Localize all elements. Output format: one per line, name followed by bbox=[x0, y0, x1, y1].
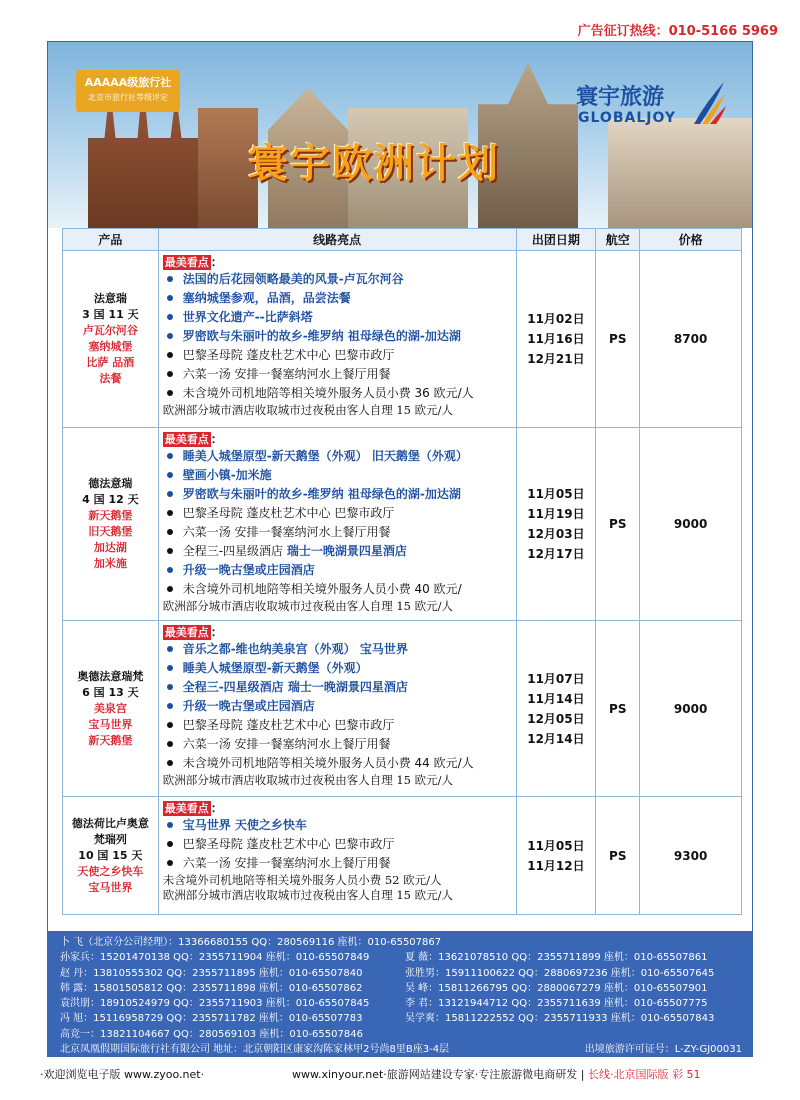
highlight-text: 罗密欧与朱丽叶的故乡-维罗纳 祖母绿色的湖-加达湖 bbox=[182, 329, 461, 343]
highlight-item bbox=[163, 716, 516, 735]
product-feature: 新天鹅堡 bbox=[88, 509, 133, 522]
highlight-text: 世界文化遗产--比萨斜塔 bbox=[182, 310, 313, 324]
rating-badge bbox=[76, 70, 180, 112]
highlight-text: 罗密欧与朱丽叶的故乡-维罗纳 祖母绿色的湖-加达湖 bbox=[182, 487, 461, 501]
contact-entry: 韩 露：15801505812 QQ：2355711898 座机：010-65507862 bbox=[60, 982, 363, 994]
product-name: 10 国 15 天 bbox=[78, 848, 143, 862]
highlight-item bbox=[163, 816, 516, 835]
highlight-text: 全程三-四星级酒店 bbox=[182, 544, 287, 558]
price-cell: 9000 bbox=[640, 621, 742, 797]
price-cell: 9000 bbox=[640, 428, 742, 621]
bullet-icon bbox=[167, 586, 173, 592]
tour-row bbox=[63, 251, 742, 428]
product-name: 法意瑞 bbox=[93, 292, 127, 305]
logo-cn: 寰宇旅游 bbox=[576, 85, 665, 110]
highlight-text: 升级一晚古堡或庄园酒店 bbox=[182, 563, 315, 577]
highlight-text: 升级一晚古堡或庄园酒店 bbox=[182, 699, 315, 713]
bullet-icon bbox=[167, 371, 173, 377]
contact-entry: 李 君：13121944712 QQ：2355711639 座机：010-65507775 bbox=[405, 998, 708, 1010]
product-feature: 塞纳城堡 bbox=[88, 340, 133, 353]
product-name: 6 国 13 天 bbox=[82, 685, 139, 699]
contact-entry: 张胜男：15911100622 QQ：2880697236 座机：010-65507645 bbox=[405, 967, 715, 979]
product-name: 3 国 11 天 bbox=[82, 308, 139, 321]
departure-date: 11月16日 bbox=[527, 332, 585, 346]
bullet-icon bbox=[167, 510, 173, 516]
departure-date: 11月19日 bbox=[527, 507, 585, 521]
highlight-item bbox=[163, 308, 516, 327]
contact-row bbox=[60, 981, 742, 996]
contact-row: 高竞一：13821104667 QQ：280569103 座机：010-65507846 bbox=[60, 1028, 363, 1040]
badge-title: AAAAA级旅行社 bbox=[84, 76, 172, 89]
product-feature: 天使之乡快车 bbox=[77, 864, 144, 878]
highlight-text: 未含境外司机地陪等相关境外服务人员小费 36 欧元/人 bbox=[182, 386, 474, 400]
tour-row bbox=[63, 797, 742, 915]
product-name: 德法意瑞 bbox=[88, 477, 133, 490]
highlight-tag: 最美看点 bbox=[164, 802, 209, 815]
highlight-text: 法国的后花园领略最美的风景-卢瓦尔河谷 bbox=[182, 272, 404, 286]
highlight-item bbox=[163, 735, 516, 754]
price-cell: 8700 bbox=[640, 251, 742, 428]
tour-note: 欧洲部分城市酒店收取城市过夜税由客人自理 15 欧元/人 bbox=[162, 403, 454, 417]
airline-cell: PS bbox=[596, 251, 640, 428]
tour-row bbox=[63, 428, 742, 621]
bullet-icon bbox=[167, 453, 173, 459]
bullet-icon bbox=[167, 703, 173, 709]
highlight-text: 巴黎圣母院 蓬皮杜艺术中心 巴黎市政厅 bbox=[182, 506, 395, 520]
highlight-item bbox=[163, 365, 516, 384]
highlight-item bbox=[163, 659, 516, 678]
contact-row bbox=[60, 996, 742, 1011]
product-feature: 美泉宫 bbox=[93, 701, 127, 715]
tour-note: 欧洲部分城市酒店收取城市过夜税由客人自理 15 欧元/人 bbox=[162, 888, 454, 902]
departure-date: 11月14日 bbox=[527, 691, 585, 706]
contact-row bbox=[60, 1011, 742, 1026]
bullet-icon bbox=[167, 352, 173, 358]
header-highlights: 线路亮点 bbox=[158, 229, 516, 251]
header-product: 产品 bbox=[63, 229, 159, 251]
product-name: 4 国 12 天 bbox=[82, 493, 139, 506]
contact-entry: 夏 薇：13621078510 QQ：2355711899 座机：010-65507861 bbox=[405, 952, 708, 964]
highlight-tag: 最美看点 bbox=[164, 626, 209, 639]
departure-date: 12月03日 bbox=[527, 527, 585, 541]
highlight-item bbox=[163, 523, 516, 542]
table-header-row bbox=[63, 229, 742, 251]
contact-entry: 吴学爽：15811222552 QQ：2355711933 座机：010-65507843 bbox=[405, 1013, 715, 1025]
price-cell: 9300 bbox=[640, 797, 742, 915]
highlight-item bbox=[163, 485, 516, 504]
product-feature: 卢瓦尔河谷 bbox=[82, 324, 138, 337]
bullet-icon bbox=[167, 684, 173, 690]
ad-hotline: 广告征订热线：010-5166 5969 bbox=[577, 24, 778, 39]
bullet-icon bbox=[167, 314, 173, 320]
product-feature: 加达湖 bbox=[93, 541, 127, 554]
dates-cell bbox=[516, 251, 596, 428]
highlight-text: 壁画小镇-加米施 bbox=[182, 468, 272, 482]
departure-date: 11月02日 bbox=[527, 312, 585, 326]
highlight-item bbox=[163, 697, 516, 716]
highlight-item bbox=[163, 754, 516, 773]
product-feature: 宝马世界 bbox=[88, 880, 133, 894]
contact-manager: 卜 飞（北京分公司经理）：13366680155 QQ：280569116 座机：010-65507867 bbox=[60, 937, 442, 948]
highlight-item bbox=[163, 447, 516, 466]
airline-cell: PS bbox=[596, 797, 640, 915]
highlight-text: 六菜一汤 安排一餐塞纳河水上餐厅用餐 bbox=[182, 367, 391, 381]
highlights-cell: 最美看点 ： 宝马世界 天使之乡快车 巴黎圣母院 蓬皮杜艺术中心 巴黎市政厅 六菜一汤 安排一餐塞纳河水上餐厅用餐 未含境外司机地陪等相关境外服务人员小费 52 欧元/人 欧洲部分城市酒店收取城市过夜税由客人自理 15 欧元/人 bbox=[158, 797, 516, 915]
bullet-icon bbox=[167, 295, 173, 301]
tour-table bbox=[62, 228, 742, 915]
contact-entry: 孙家兵：15201470138 QQ：2355711904 座机：010-65507849 bbox=[60, 952, 370, 964]
highlight-item bbox=[163, 542, 516, 561]
page-bottom-bar bbox=[0, 1064, 800, 1088]
highlight-item bbox=[163, 835, 516, 854]
airline-cell: PS bbox=[596, 621, 640, 797]
contact-row bbox=[60, 950, 742, 965]
product-feature: 新天鹅堡 bbox=[88, 733, 133, 747]
highlight-item bbox=[163, 561, 516, 580]
section-page: 长线·北京国际版 彩 51 bbox=[587, 1068, 701, 1081]
highlight-item bbox=[163, 346, 516, 365]
bullet-icon bbox=[167, 760, 173, 766]
bullet-icon bbox=[167, 529, 173, 535]
highlight-text: 音乐之都-维也纳美泉宫（外观） 宝马世界 bbox=[182, 642, 408, 656]
highlight-item bbox=[163, 289, 516, 308]
tour-note: 未含境外司机地陪等相关境外服务人员小费 52 欧元/人 bbox=[162, 873, 442, 887]
bullet-icon bbox=[167, 841, 173, 847]
departure-date: 11月07日 bbox=[527, 671, 585, 686]
bullet-icon bbox=[167, 472, 173, 478]
highlight-tag: 最美看点 bbox=[164, 256, 209, 269]
airline-cell: PS bbox=[596, 428, 640, 621]
dates-cell bbox=[516, 428, 596, 621]
highlight-item bbox=[163, 327, 516, 346]
product-feature: 加米施 bbox=[93, 557, 127, 570]
bullet-icon bbox=[167, 491, 173, 497]
departure-date: 11月12日 bbox=[527, 858, 585, 873]
departure-date: 11月05日 bbox=[527, 487, 585, 501]
highlight-text: 六菜一汤 安排一餐塞纳河水上餐厅用餐 bbox=[182, 856, 391, 870]
highlight-item bbox=[163, 384, 516, 403]
site-info: www.xinyour.net·旅游网站建设专家·专注旅游微电商研发 | 长线·北京国际版 彩 51 bbox=[292, 1068, 701, 1081]
wing-logo-icon bbox=[692, 80, 726, 126]
product-cell bbox=[63, 797, 159, 915]
highlight-text: 睡美人城堡原型-新天鹅堡（外观） 旧天鹅堡（外观） bbox=[182, 449, 468, 463]
bullet-icon bbox=[167, 741, 173, 747]
bullet-icon bbox=[167, 333, 173, 339]
tour-note: 欧洲部分城市酒店收取城市过夜税由客人自理 15 欧元/人 bbox=[162, 599, 454, 613]
highlight-item bbox=[163, 854, 516, 873]
highlight-item bbox=[163, 640, 516, 659]
product-cell bbox=[63, 621, 159, 797]
bullet-icon bbox=[167, 665, 173, 671]
highlight-text: 全程三-四星级酒店 瑞士一晚湖景四星酒店 bbox=[182, 680, 408, 694]
company-logo bbox=[576, 80, 726, 136]
highlight-text: 睡美人城堡原型-新天鹅堡（外观） bbox=[182, 661, 368, 675]
product-feature: 法餐 bbox=[99, 372, 122, 385]
product-name: 梵瑞列 bbox=[93, 832, 127, 846]
highlight-tag: 最美看点 bbox=[164, 433, 209, 446]
highlight-item bbox=[163, 466, 516, 485]
highlight-text: 未含境外司机地陪等相关境外服务人员小费 44 欧元/人 bbox=[182, 756, 474, 770]
dates-cell bbox=[516, 621, 596, 797]
highlight-text: 巴黎圣母院 蓬皮杜艺术中心 巴黎市政厅 bbox=[182, 718, 395, 732]
departure-date: 12月05日 bbox=[527, 711, 585, 726]
header-dates: 出团日期 bbox=[516, 229, 596, 251]
bullet-icon bbox=[167, 722, 173, 728]
tour-row bbox=[63, 621, 742, 797]
highlights-cell: 最美看点 ： 法国的后花园领略最美的风景-卢瓦尔河谷 塞纳城堡参观，品酒，品尝法餐 世界文化遗产--比萨斜塔 罗密欧与朱丽叶的故乡-维罗纳 祖母绿色的湖-加达湖 巴黎圣母院 蓬皮杜艺术中心 巴黎市政厅 六菜一汤 安排一餐塞纳河水上餐厅用餐 未含境外司机地陪等相关境外服务人员小费 36 欧元/人 欧洲部分城市酒店收取城市过夜税由客人自理 15 欧元/人 bbox=[158, 251, 516, 428]
e-version-link[interactable]: ·欢迎浏览电子版 www.zyoo.net· bbox=[40, 1068, 205, 1081]
bullet-icon bbox=[167, 860, 173, 866]
product-name: 奥德法意瑞梵 bbox=[77, 669, 144, 683]
highlight-text: 塞纳城堡参观，品酒，品尝法餐 bbox=[182, 291, 351, 305]
highlight-text: 六菜一汤 安排一餐塞纳河水上餐厅用餐 bbox=[182, 525, 391, 539]
bullet-icon bbox=[167, 646, 173, 652]
highlight-extra: 瑞士一晚湖景四星酒店 bbox=[286, 544, 407, 558]
banner-title: 寰宇欧洲计划 bbox=[248, 141, 500, 187]
highlight-text: 宝马世界 天使之乡快车 bbox=[182, 818, 307, 832]
contact-footer bbox=[48, 931, 752, 1057]
highlight-text: 巴黎圣母院 蓬皮杜艺术中心 巴黎市政厅 bbox=[182, 348, 395, 362]
badge-subtitle: 北京市旅行社等级评定 bbox=[88, 93, 168, 102]
highlights-cell: 最美看点 ： 音乐之都-维也纳美泉宫（外观） 宝马世界 睡美人城堡原型-新天鹅堡（外观） 全程三-四星级酒店 瑞士一晚湖景四星酒店 升级一晚古堡或庄园酒店 巴黎圣母院 蓬皮杜艺术中心 巴黎市政厅 六菜一汤 安排一餐塞纳河水上餐厅用餐 未含境外司机地陪等相关境外服务人员小费 44 欧元/人 欧洲部分城市酒店收取城市过夜税由客人自理 15 欧元/人 bbox=[158, 621, 516, 797]
dates-cell bbox=[516, 797, 596, 915]
banner bbox=[48, 42, 752, 228]
departure-date: 12月17日 bbox=[527, 547, 585, 561]
highlight-item bbox=[163, 678, 516, 697]
bullet-icon bbox=[167, 276, 173, 282]
tour-note: 欧洲部分城市酒店收取城市过夜税由客人自理 15 欧元/人 bbox=[162, 773, 454, 787]
bullet-icon bbox=[167, 567, 173, 573]
departure-date: 12月21日 bbox=[527, 352, 585, 366]
bullet-icon bbox=[167, 822, 173, 828]
contact-entry: 赵 丹：13810555302 QQ：2355711895 座机：010-65507840 bbox=[60, 967, 363, 979]
contact-entry: 吴 峰：15811266795 QQ：2880067279 座机：010-65507901 bbox=[405, 982, 708, 994]
product-feature: 比萨 品酒 bbox=[86, 356, 135, 369]
highlight-item bbox=[163, 270, 516, 289]
product-cell bbox=[63, 428, 159, 621]
highlight-text: 六菜一汤 安排一餐塞纳河水上餐厅用餐 bbox=[182, 737, 391, 751]
product-name: 德法荷比卢奥意 bbox=[71, 816, 149, 830]
header-airline: 航空 bbox=[596, 229, 640, 251]
highlight-text: 巴黎圣母院 蓬皮杜艺术中心 巴黎市政厅 bbox=[182, 837, 395, 851]
product-feature: 旧天鹅堡 bbox=[88, 525, 133, 538]
contact-entry: 袁洪朋：18910524979 QQ：2355711903 座机：010-65507845 bbox=[60, 998, 370, 1010]
bullet-icon bbox=[167, 548, 173, 554]
header-price: 价格 bbox=[640, 229, 742, 251]
page-frame bbox=[47, 41, 753, 1057]
company-address: 北京凤凰假期国际旅行社有限公司 地址：北京朝阳区康家沟陈家林甲2号尚8里B座3-4层 bbox=[60, 1044, 450, 1056]
contact-row bbox=[60, 966, 742, 981]
departure-date: 11月05日 bbox=[527, 838, 585, 853]
highlights-cell: 最美看点 ： 睡美人城堡原型-新天鹅堡（外观） 旧天鹅堡（外观） 壁画小镇-加米施 罗密欧与朱丽叶的故乡-维罗纳 祖母绿色的湖-加达湖 巴黎圣母院 蓬皮杜艺术中心 巴黎市政厅 六菜一汤 安排一餐塞纳河水上餐厅用餐 全程三-四星级酒店 瑞士一晚湖景四星酒店 升级一晚古堡或庄园酒店 未含境外司机地陪等相关境外服务人员小费 40 欧元/ 欧洲部分城市酒店收取城市过夜税由客人自理 15 欧元/人 bbox=[158, 428, 516, 621]
license-number: 出境旅游许可证号：L-ZY-GJ00031 bbox=[584, 1044, 742, 1056]
highlight-item bbox=[163, 504, 516, 523]
highlight-text: 未含境外司机地陪等相关境外服务人员小费 40 欧元/ bbox=[182, 582, 462, 596]
contact-entry: 冯 旭：15116958729 QQ：2355711782 座机：010-65507783 bbox=[60, 1013, 363, 1025]
logo-en: GLOBALJOY bbox=[578, 110, 676, 126]
product-feature: 宝马世界 bbox=[88, 717, 133, 731]
highlight-item bbox=[163, 580, 516, 599]
product-cell bbox=[63, 251, 159, 428]
site-slogan[interactable]: www.xinyour.net·旅游网站建设专家·专注旅游微电商研发 bbox=[292, 1068, 578, 1081]
bullet-icon bbox=[167, 390, 173, 396]
departure-date: 12月14日 bbox=[527, 731, 585, 746]
